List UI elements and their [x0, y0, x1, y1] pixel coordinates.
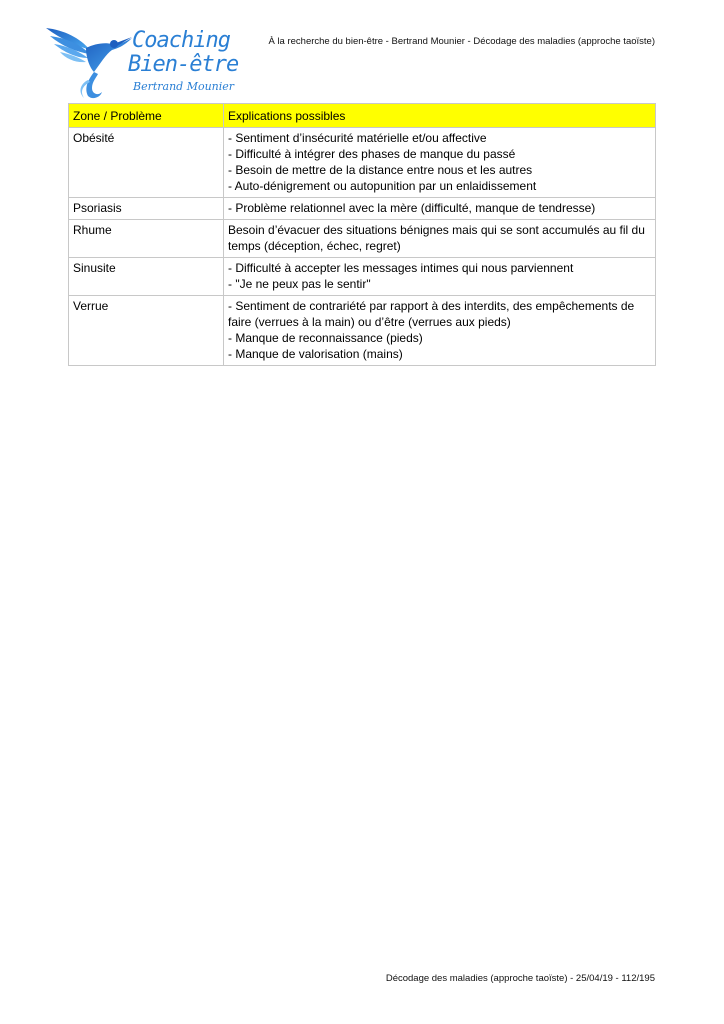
column-header-zone: Zone / Problème	[69, 104, 224, 128]
logo-author: Bertrand Mounier	[133, 80, 235, 93]
zone-cell: Psoriasis	[69, 198, 224, 220]
explanation-line: - "Je ne peux pas le sentir"	[228, 277, 371, 291]
table-row	[69, 128, 656, 198]
explanation-line: - Manque de valorisation (mains)	[228, 347, 403, 361]
explanation-line: - Sentiment d’insécurité matérielle et/ou affective	[228, 131, 487, 145]
explanation-line: - Auto-dénigrement ou autopunition par un enlaidissement	[228, 179, 537, 193]
table-row	[69, 296, 656, 366]
explanation-cell	[224, 198, 656, 220]
table-row	[69, 258, 656, 296]
explanation-line: - Sentiment de contrariété par rapport à des interdits, des empêchements de faire (verrues à la main) ou d’être (verrues aux pieds)	[228, 299, 635, 329]
page-footer: Décodage des maladies (approche taoïste) - 25/04/19 - 112/195	[385, 973, 655, 984]
table-row	[69, 198, 656, 220]
logo	[44, 24, 244, 104]
zone-cell: Obésité	[69, 128, 224, 198]
column-header-explanations: Explications possibles	[224, 104, 656, 128]
explanation-line: - Besoin de mettre de la distance entre nous et les autres	[228, 163, 533, 177]
explanation-line: - Problème relationnel avec la mère (difficulté, manque de tendresse)	[228, 201, 596, 215]
explanation-cell	[224, 128, 656, 198]
explanation-cell	[224, 258, 656, 296]
explanation-cell	[224, 220, 656, 258]
page-header: À la recherche du bien-être - Bertrand Mounier - Décodage des maladies (approche taoïste)	[268, 36, 655, 47]
explanation-line: - Difficulté à accepter les messages intimes qui nous parviennent	[228, 261, 574, 275]
explanation-line: - Manque de reconnaissance (pieds)	[228, 331, 423, 345]
logo-title-line2: Bien-être	[128, 52, 239, 77]
disease-table	[68, 103, 656, 366]
explanation-line: - Difficulté à intégrer des phases de manque du passé	[228, 147, 516, 161]
table-header-row	[69, 104, 656, 128]
logo-title-line1: Coaching	[132, 28, 230, 53]
zone-cell: Verrue	[69, 296, 224, 366]
table-row	[69, 220, 656, 258]
zone-cell: Rhume	[69, 220, 224, 258]
explanation-cell	[224, 296, 656, 366]
hummingbird-logo-icon	[44, 24, 134, 102]
zone-cell: Sinusite	[69, 258, 224, 296]
explanation-line: Besoin d’évacuer des situations bénignes mais qui se sont accumulés au fil du temps (déception, échec, regret)	[228, 223, 645, 253]
